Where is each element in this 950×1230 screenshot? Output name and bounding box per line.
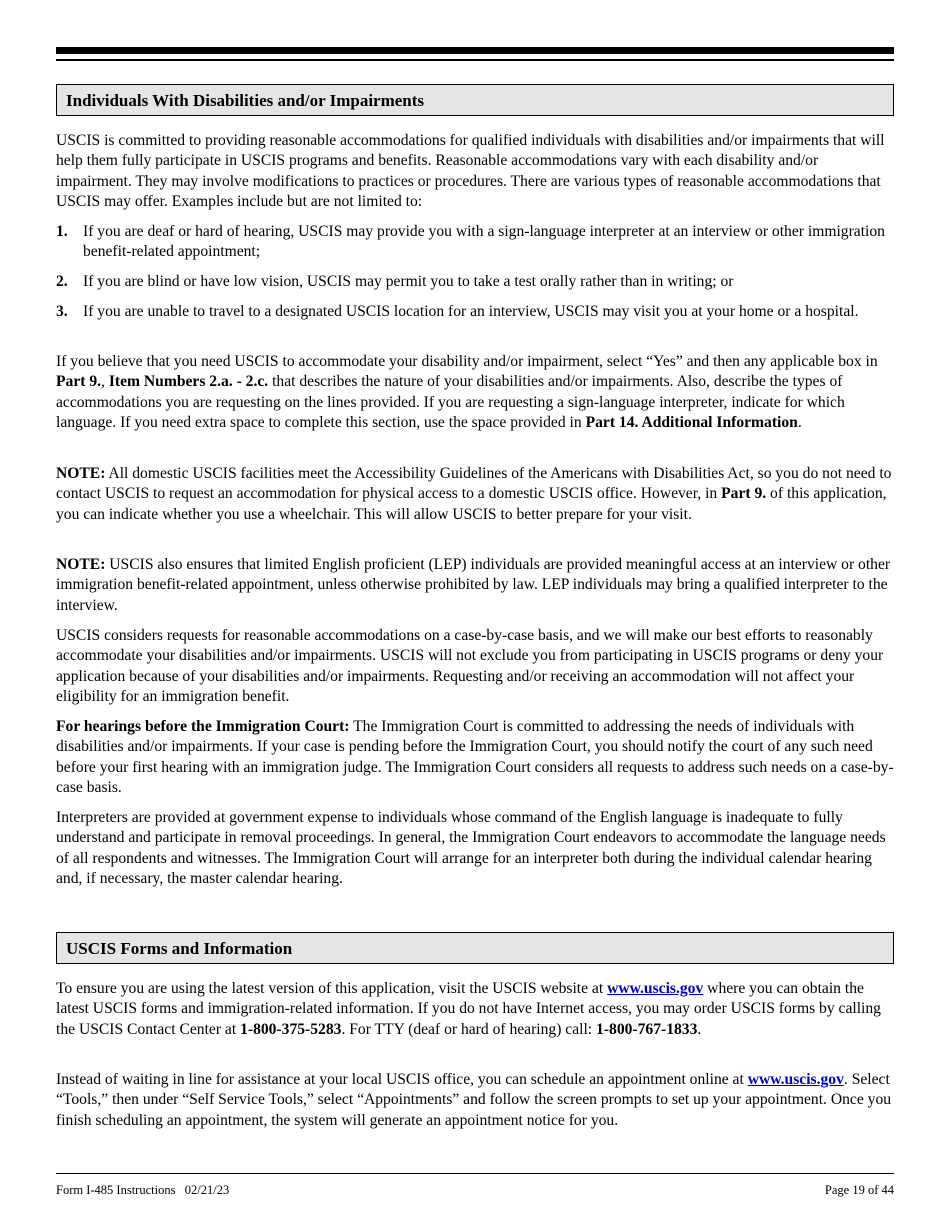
note-lep-paragraph [56, 555, 896, 616]
intro-paragraph: USCIS is committed to providing reasonable accommodations for qualified individuals with disabilities and/or impairments that will help them fully participate in USCIS programs and benefits. Reasonable accommodations vary with each disability and/or impairment. They may involve modifications to practices or procedures. There are various types of reasonable accommodations that USCIS may offer. Examples include but are not limited to: [56, 132, 885, 211]
list-number: 3. [56, 303, 68, 320]
text-run: The Immigration Court is committed to addressing the needs of individuals with disabilities and/or impairments. If your case is pending before the Immigration Court, you should notify the court of any such need before your first hearing with an immigration judge. The Immigration Court considers all requests to address such needs on a case-by-case basis. [56, 718, 894, 797]
uscis-website-link[interactable]: www.uscis.gov [607, 980, 704, 997]
section-heading-forms-information [56, 932, 894, 964]
list-text: If you are unable to travel to a designated USCIS location for an interview, USCIS may visit you at your home or a hospital. [83, 303, 859, 320]
case-by-case-paragraph: USCIS considers requests for reasonable accommodations on a case-by-case basis, and we will make our best efforts to reasonably accommodate your disabilities and/or impairments. USCIS will not exclude you from participating in USCIS programs or deny your application because of your disabilities and/or impairments. Requesting and/or receiving an accommodation will not affect your eligibility for an immigration benefit. [56, 627, 884, 706]
list-item [56, 272, 896, 292]
text-run: that describes the nature of your disabilities and/or impairments. Also, describe the types of accommodations you are requesting on the lines provided. If you are requesting a sign-language interpreter, indicate for which language. If you need extra space to complete this section, use the space provided in [56, 373, 845, 432]
section-heading-text: Individuals With Disabilities and/or Impairments [66, 91, 425, 110]
tty-phone: 1-800-767-1833 [596, 1020, 698, 1038]
part-reference: Part 9. [721, 485, 767, 503]
accommodation-request-paragraph [56, 352, 896, 434]
text-run: Instead of waiting in line for assistance at your local USCIS office, you can schedule an appointment online at [56, 1071, 748, 1088]
appointment-paragraph [56, 1070, 896, 1131]
interpreters-paragraph: Interpreters are provided at government expense to individuals whose command of the English language is inadequate to fully understand and participate in removal proceedings. In general, the Immigration Court endeavors to accommodate the language needs of all respondents and witnesses. The Immigration Court will arrange for an interpreter both during the individual calendar hearing and, if necessary, the master calendar hearing. [56, 809, 886, 888]
text-run: If you believe that you need USCIS to accommodate your disability and/or impairment, select “Yes” and then any applicable box in [56, 353, 878, 370]
list-item [56, 222, 896, 263]
text-run: To ensure you are using the latest version of this application, visit the USCIS website at [56, 980, 608, 997]
note-label: NOTE: [56, 465, 106, 482]
text-run: of this application, you can indicate whether you use a wheelchair. This will allow USCIS to better prepare for your visit. [56, 485, 887, 523]
part-reference: Part 9. [56, 373, 102, 391]
footer-form-id: Form I-485 Instructions 02/21/23 [56, 1183, 230, 1197]
header-thick-rule [56, 47, 894, 54]
list-item [56, 302, 896, 322]
text-run: All domestic USCIS facilities meet the Accessibility Guidelines of the Americans with Disabilities Act, so you do not need to contact USCIS to request an accommodation for physical access to a domestic USCIS office. However, in [56, 465, 892, 503]
hearings-label: For hearings before the Immigration Court: [56, 718, 350, 735]
text-run: . [697, 1020, 702, 1038]
contact-center-phone: 1-800-375-5283 [240, 1020, 342, 1038]
forms-website-paragraph [56, 979, 896, 1040]
text-run: , [101, 373, 109, 391]
section-heading-disabilities [56, 84, 894, 116]
text-run: . [797, 414, 802, 432]
footer-page-number: Page 19 of 44 [824, 1183, 894, 1197]
list-text: If you are blind or have low vision, USCIS may permit you to take a test orally rather than in writing; or [83, 273, 734, 290]
note-label: NOTE: [56, 556, 106, 573]
immigration-court-paragraph [56, 717, 896, 799]
footer-rule [56, 1173, 894, 1174]
list-number: 2. [56, 273, 68, 290]
item-numbers-reference: Item Numbers 2.a. - 2.c. [108, 373, 269, 391]
text-run: USCIS also ensures that limited English proficient (LEP) individuals are provided meaningful access at an interview or other immigration benefit-related appointment, unless otherwise prohibited by law. LEP individuals may bring a qualified interpreter to the interview. [56, 556, 891, 614]
list-number: 1. [56, 223, 68, 240]
note-accessibility-paragraph [56, 464, 896, 525]
header-thin-rule [56, 59, 894, 61]
part-reference: Part 14. Additional Information [585, 414, 798, 432]
text-run: . For TTY (deaf or hard of hearing) call: [341, 1020, 597, 1038]
uscis-website-link[interactable]: www.uscis.gov [747, 1071, 844, 1088]
section-heading-text: USCIS Forms and Information [66, 939, 293, 958]
text-run: where you can obtain the latest USCIS forms and immigration-related information. If you do not have Internet access, you may order USCIS forms by calling the USCIS Contact Center at [56, 980, 881, 1038]
text-run: . Select “Tools,” then under “Self Service Tools,” select “Appointments” and follow the screen prompts to set up your appointment. Once you finish scheduling an appointment, the system will generate an appointment notice for you. [56, 1071, 892, 1129]
list-text: If you are deaf or hard of hearing, USCIS may provide you with a sign-language interpreter at an interview or other immigration benefit-related appointment; [83, 223, 885, 261]
